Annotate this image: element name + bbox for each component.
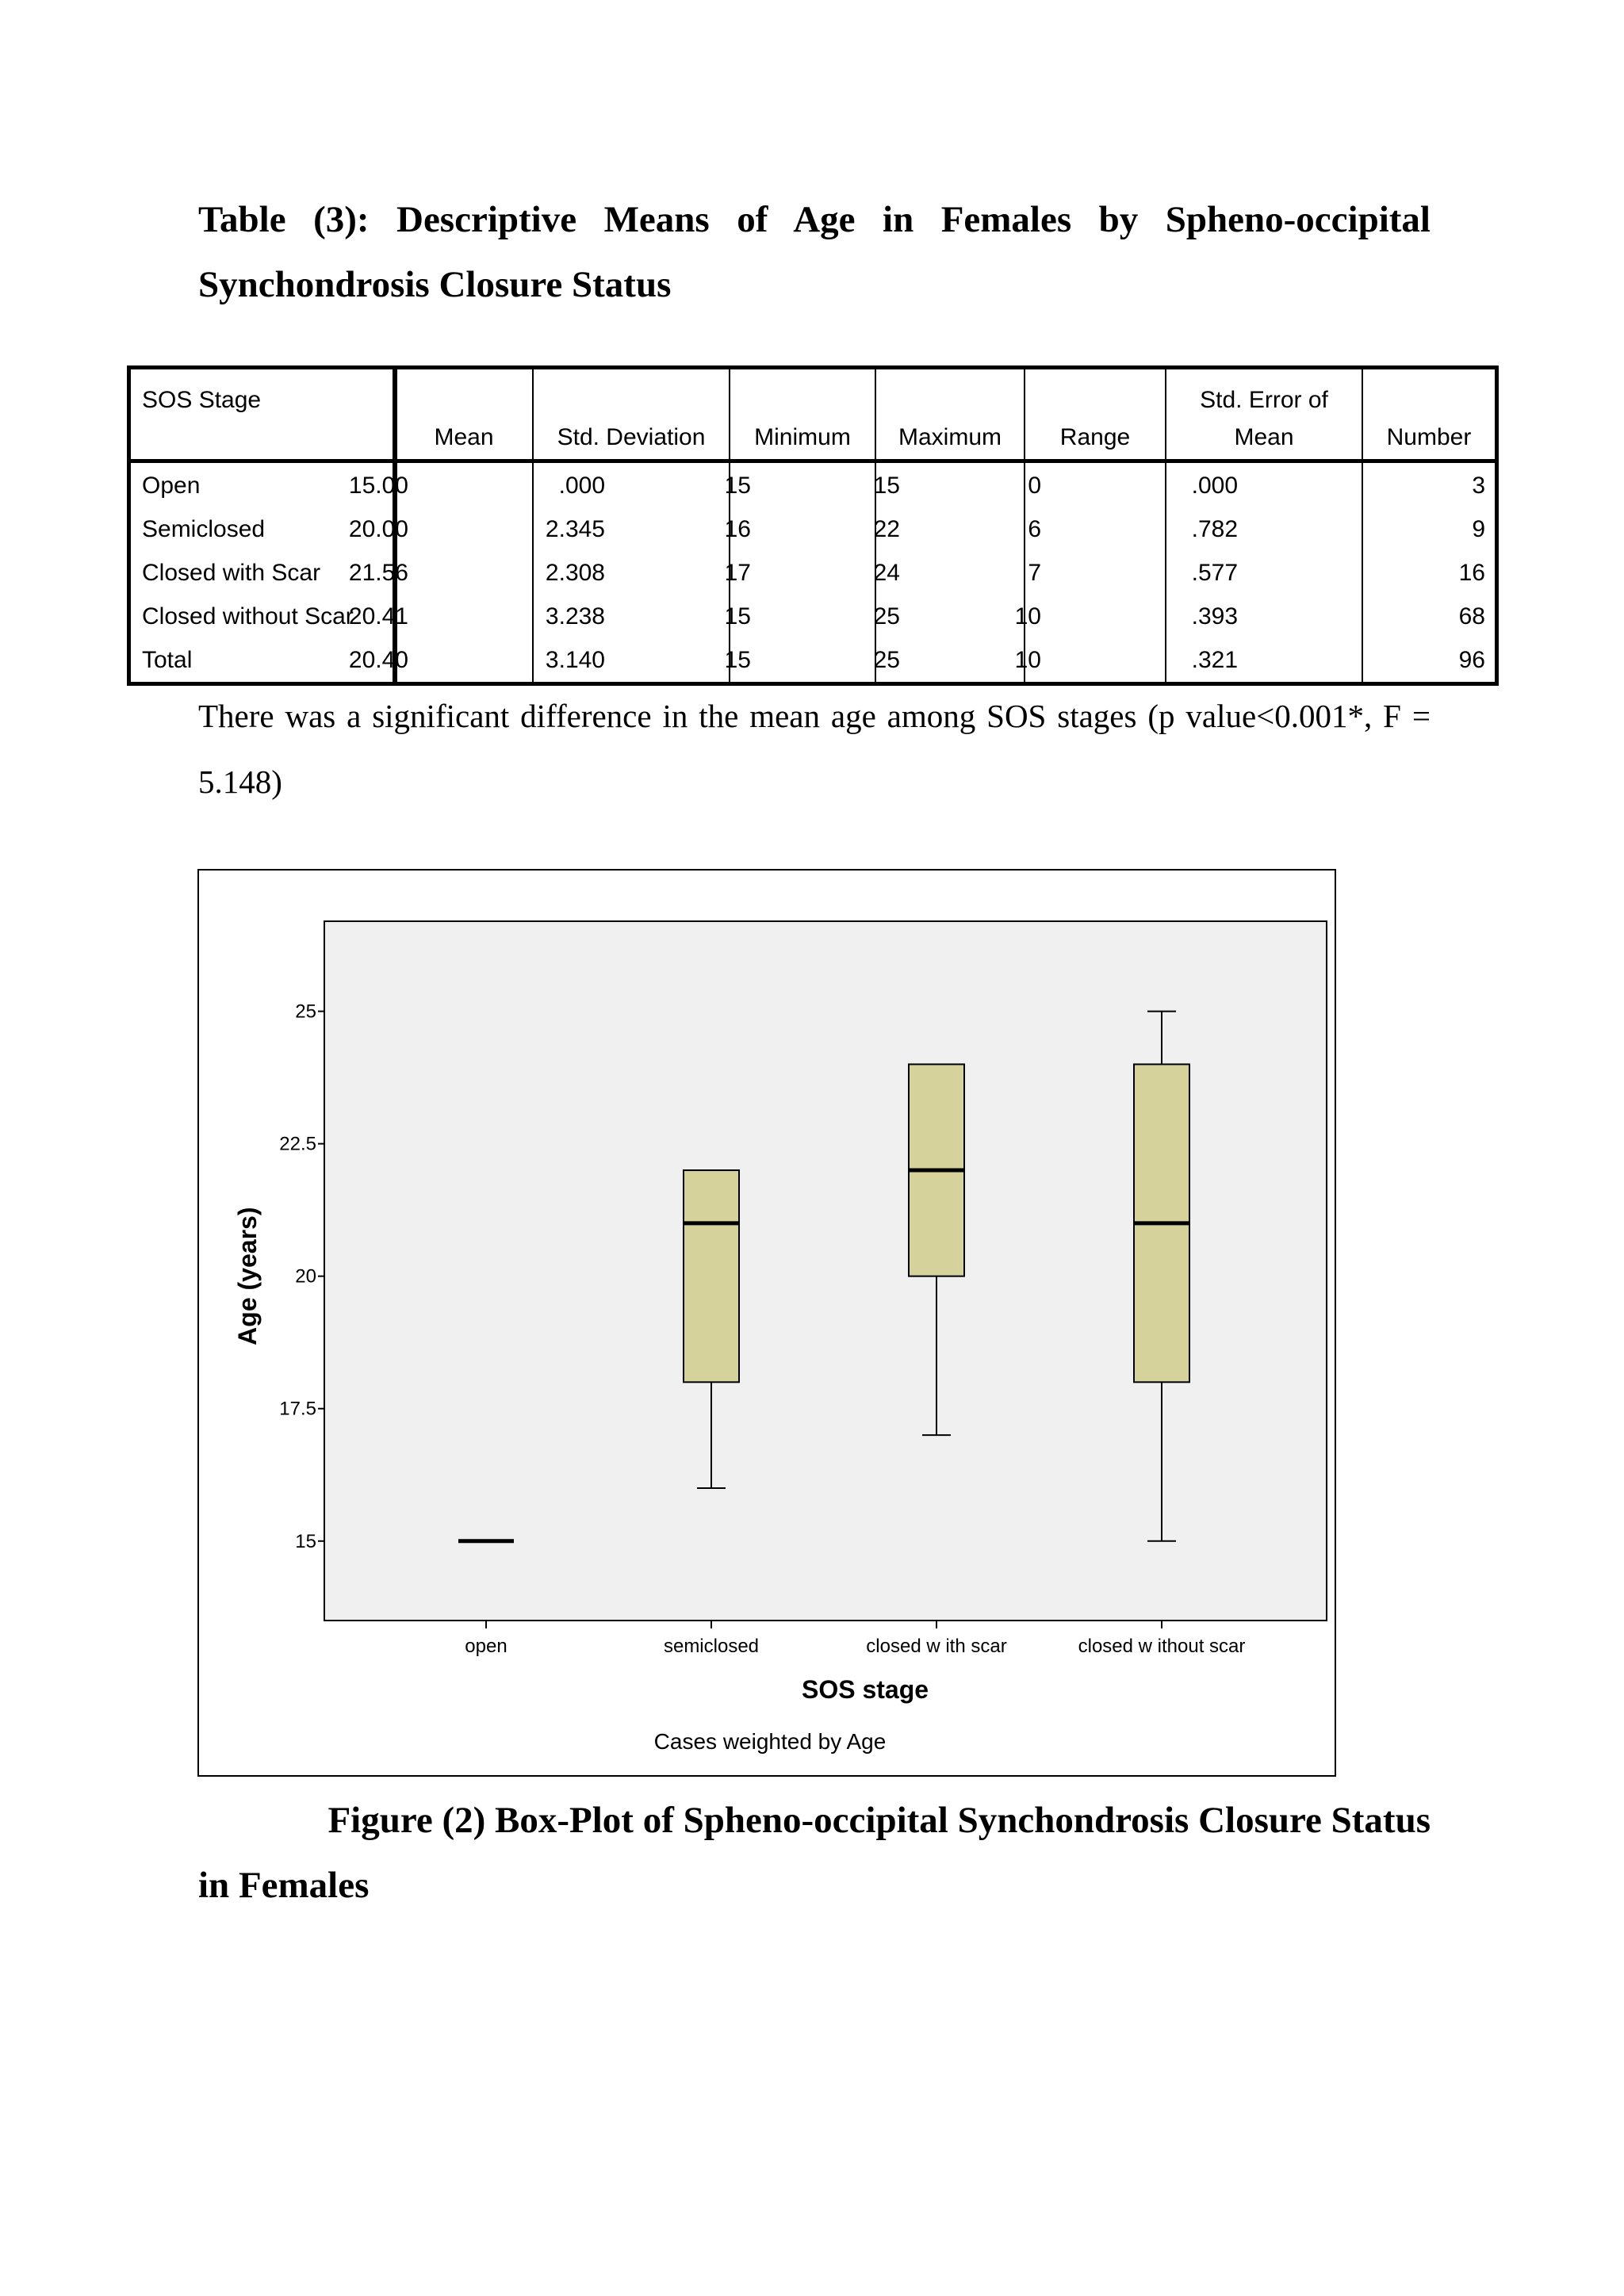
y-tick-label: 25 (295, 1001, 316, 1023)
table-row-open: Open 15.00 .000 15 15 0 .000 3 (142, 473, 1485, 499)
header-sos-stage: SOS Stage (142, 387, 262, 413)
figure-caption-line-2: in Females (198, 1865, 370, 1906)
table-title-line-1: Table (3): Descriptive Means of Age in Females by Spheno-occipital (198, 199, 1431, 240)
y-tick-label: 20 (295, 1265, 316, 1288)
x-tick-label: semiclosed (663, 1636, 760, 1657)
y-tick-label: 15 (295, 1530, 316, 1552)
x-axis-label: SOS stage (801, 1675, 929, 1704)
descriptive-stats-table (127, 365, 1499, 686)
box-iqr (684, 1170, 739, 1382)
table-row-closed-with-scar: Closed with Scar 21.56 2.308 17 24 7 .577 16 (142, 560, 1485, 586)
x-tick-label: closed w ithout scar (1078, 1636, 1246, 1657)
x-tick-label: closed w ith scar (866, 1636, 1007, 1657)
x-tick-label: open (465, 1636, 508, 1657)
y-axis-label: Age (years) (233, 1207, 262, 1345)
table-header (131, 369, 1495, 463)
table-title (198, 187, 1431, 317)
significance-statement: There was a significant difference in the mean age among SOS stages (p value<0.001*, F = 5.148) (198, 698, 1431, 800)
header-maximum: Maximum (898, 424, 1002, 450)
table-row-closed-without-scar: Closed without Scar 20.41 3.238 15 25 10 .393 68 (142, 603, 1485, 629)
header-mean: Mean (434, 424, 494, 450)
header-std-error-of-mean: Std. Error of Mean (1166, 369, 1362, 459)
header-number: Number (1386, 424, 1472, 450)
chart-footnote: Cases weighted by Age (653, 1729, 887, 1754)
header-std-deviation: Std. Deviation (557, 424, 706, 450)
y-tick-label: 17.5 (279, 1398, 316, 1420)
table-row-total: Total 20.40 3.140 15 25 10 .321 96 (142, 647, 1485, 673)
table-row-semiclosed: Semiclosed 20.00 2.345 16 22 6 .782 9 (142, 516, 1485, 542)
header-std-error-top: Std. Error of (1200, 387, 1328, 413)
header-minimum: Minimum (754, 424, 851, 450)
boxplot-chart (199, 871, 1335, 1775)
figure-caption (198, 1788, 1431, 1918)
y-tick-label: 22.5 (279, 1133, 316, 1155)
table-title-line-2: Synchondrosis Closure Status (198, 264, 672, 305)
boxplot-figure (197, 869, 1336, 1777)
figure-caption-line-1: Figure (2) Box-Plot of Spheno-occipital Synchondrosis Closure Status (327, 1800, 1431, 1841)
header-range: Range (1059, 424, 1131, 450)
